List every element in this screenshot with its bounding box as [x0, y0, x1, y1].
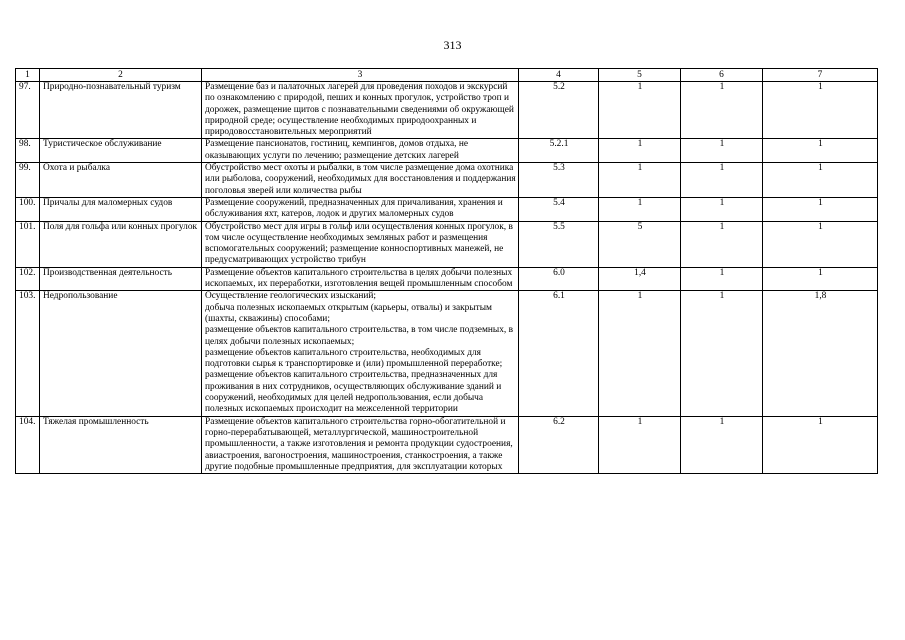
row-name: Тяжелая промышленность [40, 416, 202, 473]
row-code: 6.0 [519, 267, 599, 291]
table-row [16, 291, 878, 416]
table-row [16, 163, 878, 198]
row-col-5: 1 [599, 291, 681, 416]
header-col-2: 2 [40, 69, 202, 82]
row-code: 5.2 [519, 82, 599, 139]
row-col-5: 5 [599, 221, 681, 267]
row-col-6: 1 [681, 221, 763, 267]
row-number: 101. [16, 221, 40, 267]
row-col-7: 1 [763, 267, 878, 291]
row-number: 103. [16, 291, 40, 416]
row-name: Недропользование [40, 291, 202, 416]
row-number: 98. [16, 139, 40, 163]
row-col-7: 1 [763, 163, 878, 198]
row-code: 5.4 [519, 197, 599, 221]
page-number: 313 [443, 38, 462, 52]
table-row [16, 416, 878, 473]
header-col-7: 7 [763, 69, 878, 82]
row-col-5: 1 [599, 82, 681, 139]
row-name: Охота и рыбалка [40, 163, 202, 198]
description-line: Осуществление геологических изысканий; [205, 291, 377, 302]
row-col-5: 1,4 [599, 267, 681, 291]
row-name: Поля для гольфа или конных прогулок [40, 221, 202, 267]
table-header-row [16, 69, 878, 82]
row-col-7: 1 [763, 139, 878, 163]
row-col-7: 1 [763, 82, 878, 139]
table-row [16, 139, 878, 163]
description-line: размещение объектов капитального строительства, необходимых для подготовки сырья к транспортировке и (или) промышленной переработке; [205, 347, 503, 370]
header-col-6: 6 [681, 69, 763, 82]
row-col-5: 1 [599, 139, 681, 163]
row-number: 104. [16, 416, 40, 473]
row-description: Размещение объектов капитального строительства горно-обогатительной и горно-перерабатывающей, металлургической, машиностроительной промышленности, а также изготовления и ремонта продукции судостроения, авиастроения, вагоностроения, машиностроения, станкостроения, а также другие подобные промышленные предприятия, для эксплуатации которых [202, 416, 519, 473]
row-description [202, 291, 519, 416]
row-description: Размещение объектов капитального строительства в целях добычи полезных ископаемых, их переработки, изготовления вещей промышленным способом [202, 267, 519, 291]
row-col-6: 1 [681, 416, 763, 473]
table-row [16, 221, 878, 267]
row-number: 102. [16, 267, 40, 291]
row-col-5: 1 [599, 416, 681, 473]
row-col-5: 1 [599, 163, 681, 198]
row-number: 100. [16, 197, 40, 221]
row-description: Обустройство мест для игры в гольф или осуществления конных прогулок, в том числе осуществление необходимых земляных работ и размещения вспомогательных сооружений; размещение конноспортивных манежей, не предусматривающих устройство трибун [202, 221, 519, 267]
row-code: 5.2.1 [519, 139, 599, 163]
row-col-6: 1 [681, 163, 763, 198]
header-col-1: 1 [16, 69, 40, 82]
row-name: Туристическое обслуживание [40, 139, 202, 163]
header-col-4: 4 [519, 69, 599, 82]
row-name: Причалы для маломерных судов [40, 197, 202, 221]
row-col-6: 1 [681, 291, 763, 416]
row-number: 99. [16, 163, 40, 198]
table-row [16, 197, 878, 221]
description-line: добыча полезных ископаемых открытым (карьеры, отвалы) и закрытым (шахты, скважины) способами; [205, 302, 492, 324]
row-col-6: 1 [681, 82, 763, 139]
table-row [16, 82, 878, 139]
description-line: размещение объектов капитального строительства, предназначенных для проживания в них сотрудников, осуществляющих обслуживание зданий и сооружений, необходимых для целей недропользования, если добыча полезных ископаемых происходит на межселенной территории [205, 370, 502, 415]
row-description: Размещение пансионатов, гостиниц, кемпингов, домов отдыха, не оказывающих услуги по лечению; размещение детских лагерей [202, 139, 519, 163]
header-col-5: 5 [599, 69, 681, 82]
row-number: 97. [16, 82, 40, 139]
row-col-7: 1,8 [763, 291, 878, 416]
row-col-7: 1 [763, 221, 878, 267]
row-col-6: 1 [681, 139, 763, 163]
row-col-7: 1 [763, 416, 878, 473]
row-code: 6.1 [519, 291, 599, 416]
row-code: 6.2 [519, 416, 599, 473]
table-row [16, 267, 878, 291]
row-description: Размещение баз и палаточных лагерей для проведения походов и экскурсий по ознакомлению с природой, пеших и конных прогулок, устройство троп и дорожек, размещение щитов с познавательными сведениями об окружающей природной среде; осуществление необходимых природоохранных и природовосстановительных мероприятий [202, 82, 519, 139]
row-name: Производственная деятельность [40, 267, 202, 291]
row-description: Размещение сооружений, предназначенных для причаливания, хранения и обслуживания яхт, катеров, лодок и других маломерных судов [202, 197, 519, 221]
row-col-7: 1 [763, 197, 878, 221]
row-col-6: 1 [681, 197, 763, 221]
header-col-3: 3 [202, 69, 519, 82]
description-line: размещение объектов капитального строительства, в том числе подземных, в целях добычи полезных ископаемых; [205, 325, 513, 347]
row-col-5: 1 [599, 197, 681, 221]
row-description: Обустройство мест охоты и рыбалки, в том числе размещение дома охотника или рыболова, сооружений, необходимых для восстановления и поддержания поголовья зверей или количества рыбы [202, 163, 519, 198]
row-code: 5.3 [519, 163, 599, 198]
land-use-table [15, 68, 878, 474]
row-name: Природно-познавательный туризм [40, 82, 202, 139]
row-code: 5.5 [519, 221, 599, 267]
row-col-6: 1 [681, 267, 763, 291]
